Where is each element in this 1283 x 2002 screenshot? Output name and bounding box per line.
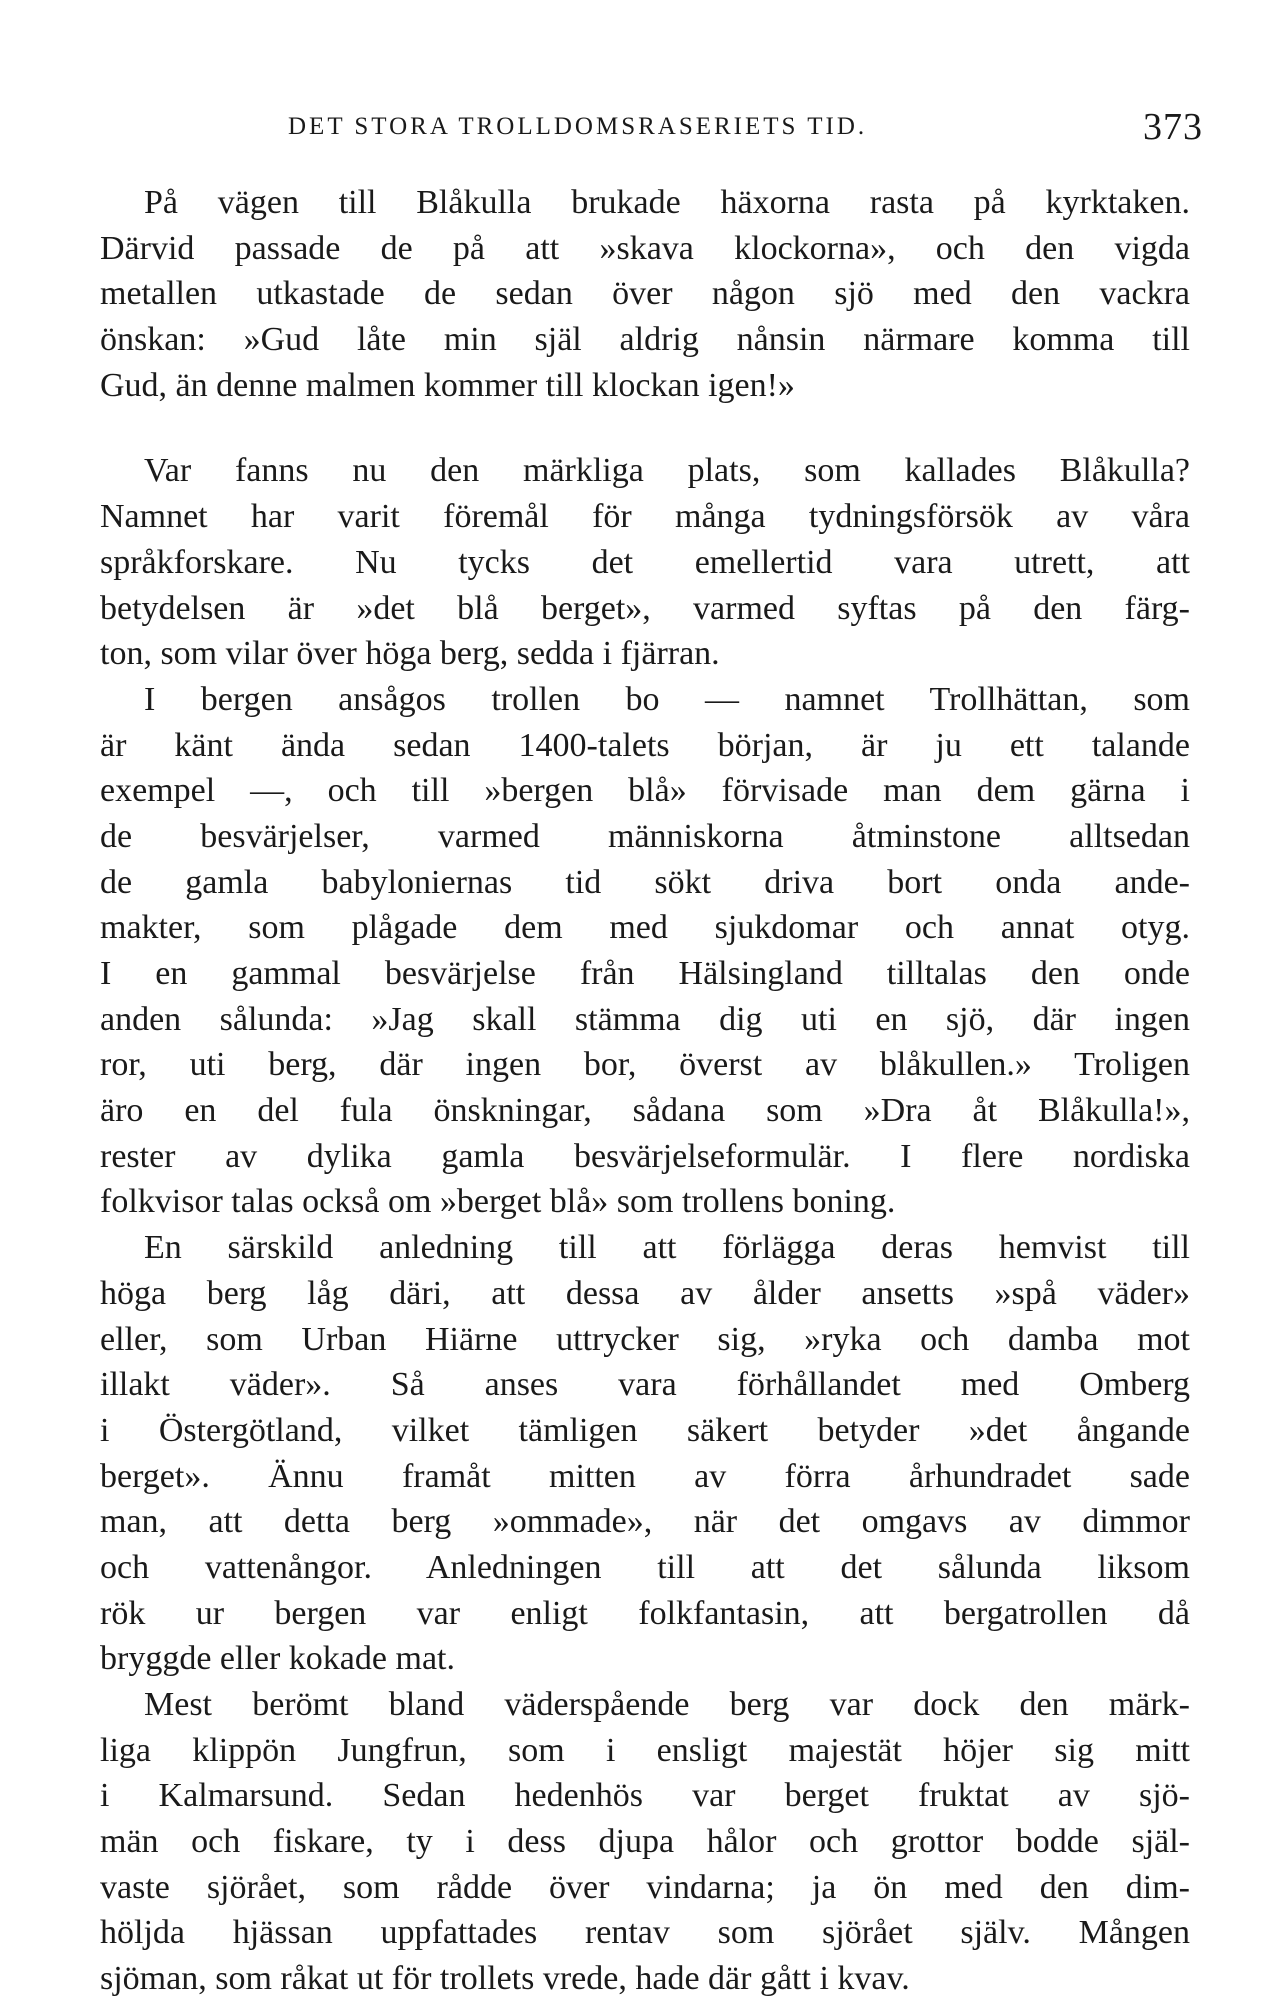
paragraph-gap [100, 408, 1190, 448]
text-line: de besvärjelser, varmed människorna åtminstone alltsedan [100, 817, 1190, 855]
text-line: man, att detta berg »ommade», när det omgavs av dimmor [100, 1503, 1190, 1541]
text-line: sjöman, som råkat ut för trollets vrede, hade där gått i kvav. [100, 1960, 910, 1998]
text-line: betydelsen är »det blå berget», varmed syftas på den färg- [100, 589, 1190, 627]
page-number: 373 [1143, 106, 1203, 148]
paragraph [100, 1225, 1190, 1682]
text-line: Namnet har varit föremål för många tydningsförsök av våra [100, 498, 1190, 536]
text-line: rester av dylika gamla besvärjelseformulär. I flere nordiska [100, 1137, 1190, 1175]
text-line: I en gammal besvärjelse från Hälsingland tilltalas den onde [100, 955, 1190, 992]
text-line: I bergen ansågos trollen bo — namnet Trollhättan, som [144, 680, 1190, 718]
text-line: berget». Ännu framåt mitten av förra århundradet sade [100, 1457, 1190, 1495]
text-line: illakt väder». Så anses vara förhållandet med Omberg [100, 1366, 1190, 1404]
text-line: äro en del fula önskningar, sådana som »Dra åt Blåkulla!», [100, 1092, 1190, 1130]
text-line: anden sålunda: »Jag skall stämma dig uti en sjö, där ingen [100, 1000, 1190, 1038]
running-head [100, 105, 1203, 155]
paragraph [100, 677, 1190, 1225]
text-line: makter, som plågade dem med sjukdomar och annat otyg. [100, 909, 1190, 947]
text-line: En särskild anledning till att förlägga deras hemvist till [144, 1229, 1190, 1267]
text-line: liga klippön Jungfrun, som i ensligt majestät höjer sig mitt [100, 1731, 1190, 1769]
running-title: DET STORA TROLLDOMSRASERIETS TID. [288, 113, 868, 140]
text-line: metallen utkastade de sedan över någon sjö med den vackra [100, 275, 1190, 313]
text-line: På vägen till Blåkulla brukade häxorna rasta på kyrktaken. [144, 184, 1190, 221]
text-line: Därvid passade de på att »skava klockorna», och den vigda [100, 229, 1190, 267]
text-line: vaste sjörået, som rådde över vindarna; ja ön med den dim- [100, 1868, 1190, 1906]
text-line: i Östergötland, vilket tämligen säkert betyder »det ångande [100, 1411, 1190, 1449]
text-line: rök ur bergen var enligt folkfantasin, att bergatrollen då [100, 1594, 1190, 1632]
text-line: och vattenångor. Anledningen till att det sålunda liksom [100, 1548, 1190, 1586]
text-line: de gamla babyloniernas tid sökt driva bort onda ande- [100, 863, 1190, 901]
text-line: exempel —, och till »bergen blå» förvisade man dem gärna i [100, 772, 1190, 810]
text-line: ror, uti berg, där ingen bor, överst av blåkullen.» Troligen [100, 1046, 1190, 1084]
paragraph [100, 180, 1190, 408]
text-line: eller, som Urban Hiärne uttrycker sig, »ryka och damba mot [100, 1320, 1190, 1358]
body-text [100, 180, 1190, 2002]
text-line: Gud, än denne malmen kommer till klockan igen!» [100, 366, 795, 404]
text-line: höga berg låg däri, att dessa av ålder ansetts »spå väder» [100, 1274, 1190, 1312]
text-line: Mest berömt bland väderspående berg var dock den märk- [144, 1686, 1190, 1723]
text-line: önskan: »Gud låte min själ aldrig nånsin närmare komma till [100, 321, 1190, 359]
text-line: i Kalmarsund. Sedan hedenhös var berget fruktat av sjö- [100, 1777, 1190, 1815]
text-line: höljda hjässan uppfattades rentav som sjörået själv. Mången [100, 1914, 1190, 1952]
text-line: språkforskare. Nu tycks det emellertid vara utrett, att [100, 543, 1190, 581]
text-line: ton, som vilar över höga berg, sedda i fjärran. [100, 635, 720, 673]
text-line: Var fanns nu den märkliga plats, som kallades Blåkulla? [144, 452, 1190, 490]
text-line: är känt ända sedan 1400-talets början, är ju ett talande [100, 726, 1190, 764]
text-line: män och fiskare, ty i dess djupa hålor och grottor bodde själ- [100, 1823, 1190, 1861]
text-line: folkvisor talas också om »berget blå» som trollens boning. [100, 1183, 896, 1221]
paragraph [100, 1682, 1190, 2002]
paragraph [100, 448, 1190, 676]
text-line: bryggde eller kokade mat. [100, 1640, 455, 1678]
